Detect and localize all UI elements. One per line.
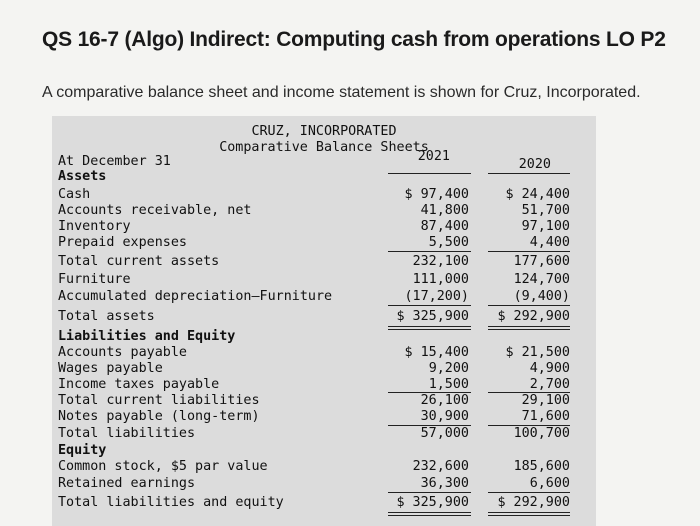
row-label: Notes payable (long-term) bbox=[58, 409, 260, 424]
value-2021: 5,500 bbox=[428, 235, 469, 250]
row-total-current-liabilities bbox=[52, 392, 596, 409]
rule bbox=[488, 492, 570, 493]
col-2021-header: 2021 bbox=[417, 149, 450, 164]
row-label: Assets bbox=[58, 169, 107, 184]
value-2021: 9,200 bbox=[428, 361, 469, 376]
row-total-liabilities bbox=[52, 425, 596, 442]
row-label: Common stock, $5 par value bbox=[58, 459, 268, 474]
double-rule bbox=[488, 326, 570, 327]
value-2021: 232,100 bbox=[412, 254, 469, 269]
row-label: Accounts receivable, net bbox=[58, 203, 252, 218]
row-label: Prepaid expenses bbox=[58, 235, 187, 250]
double-rule bbox=[388, 326, 471, 327]
statement-subtitle: Comparative Balance Sheets bbox=[219, 140, 429, 155]
row-total-assets bbox=[52, 308, 596, 325]
row-label: Total assets bbox=[58, 309, 155, 324]
row-label: Total liabilities bbox=[58, 426, 196, 441]
double-rule bbox=[388, 515, 471, 516]
value-2021: $ 15,400 bbox=[404, 345, 469, 360]
row-accounts-payable bbox=[52, 344, 596, 361]
double-rule bbox=[488, 515, 570, 516]
row-income-taxes-payable bbox=[52, 376, 596, 393]
row-label: Accumulated depreciation—Furniture bbox=[58, 289, 333, 304]
value-2021: 30,900 bbox=[420, 409, 469, 424]
row-label: Wages payable bbox=[58, 361, 163, 376]
row-accumulated-depreciation bbox=[52, 288, 596, 305]
row-prepaid-expenses bbox=[52, 234, 596, 251]
value-2021: (17,200) bbox=[404, 289, 469, 304]
value-2020: 6,600 bbox=[529, 476, 570, 491]
page-title: QS 16-7 (Algo) Indirect: Computing cash from operations LO P2 bbox=[42, 28, 666, 51]
row-label: Inventory bbox=[58, 219, 131, 234]
value-2021: 1,500 bbox=[428, 377, 469, 392]
row-wages-payable bbox=[52, 360, 596, 377]
value-2020: 124,700 bbox=[513, 272, 570, 287]
rule bbox=[388, 492, 471, 493]
row-label: Income taxes payable bbox=[58, 377, 220, 392]
value-2020: $ 24,400 bbox=[505, 187, 570, 202]
col-2020-header: 2020 bbox=[518, 157, 551, 172]
row-label: Cash bbox=[58, 187, 91, 202]
date-label: At December 31 bbox=[58, 154, 171, 169]
value-2021: 36,300 bbox=[420, 476, 469, 491]
balance-sheet-panel bbox=[52, 116, 596, 526]
rule bbox=[488, 305, 570, 306]
value-2020: 71,600 bbox=[521, 409, 570, 424]
value-2020: 2,700 bbox=[529, 377, 570, 392]
company-name: CRUZ, INCORPORATED bbox=[251, 124, 397, 139]
rule bbox=[388, 305, 471, 306]
row-label: Furniture bbox=[58, 272, 131, 287]
value-2020: $ 292,900 bbox=[497, 309, 570, 324]
value-2021: $ 97,400 bbox=[404, 187, 469, 202]
row-cash bbox=[52, 186, 596, 203]
row-label: Retained earnings bbox=[58, 476, 196, 491]
double-rule bbox=[488, 512, 570, 513]
value-2021: $ 325,900 bbox=[396, 309, 469, 324]
value-2021: 232,600 bbox=[412, 459, 469, 474]
section-liabilities-equity bbox=[52, 328, 596, 345]
rule bbox=[488, 251, 570, 252]
value-2020: $ 21,500 bbox=[505, 345, 570, 360]
value-2021: $ 325,900 bbox=[396, 495, 469, 510]
value-2020: 177,600 bbox=[513, 254, 570, 269]
value-2021: 41,800 bbox=[420, 203, 469, 218]
row-accounts-receivable bbox=[52, 202, 596, 219]
row-inventory bbox=[52, 218, 596, 235]
value-2020: 100,700 bbox=[513, 426, 570, 441]
section-equity bbox=[52, 442, 596, 459]
double-rule bbox=[388, 512, 471, 513]
row-common-stock bbox=[52, 458, 596, 475]
rule bbox=[388, 251, 471, 252]
row-notes-payable bbox=[52, 408, 596, 425]
value-2020: 4,900 bbox=[529, 361, 570, 376]
row-total-current-assets bbox=[52, 253, 596, 270]
row-total-liabilities-equity bbox=[52, 494, 596, 511]
value-2020: 4,400 bbox=[529, 235, 570, 250]
row-label: Total current liabilities bbox=[58, 393, 260, 408]
row-label: Accounts payable bbox=[58, 345, 187, 360]
value-2020: 185,600 bbox=[513, 459, 570, 474]
row-label: Equity bbox=[58, 443, 107, 458]
row-label: Total current assets bbox=[58, 254, 220, 269]
value-2020: (9,400) bbox=[513, 289, 570, 304]
row-label: Total liabilities and equity bbox=[58, 495, 284, 510]
intro-text: A comparative balance sheet and income statement is shown for Cruz, Incorporated. bbox=[42, 84, 641, 101]
value-2021: 87,400 bbox=[420, 219, 469, 234]
value-2020: 51,700 bbox=[521, 203, 570, 218]
value-2021: 57,000 bbox=[420, 426, 469, 441]
value-2020: $ 292,900 bbox=[497, 495, 570, 510]
value-2020: 97,100 bbox=[521, 219, 570, 234]
row-label: Liabilities and Equity bbox=[58, 329, 236, 344]
row-retained-earnings bbox=[52, 475, 596, 492]
section-assets bbox=[52, 168, 596, 185]
value-2020: 29,100 bbox=[521, 393, 570, 408]
value-2021: 26,100 bbox=[420, 393, 469, 408]
row-furniture bbox=[52, 271, 596, 288]
value-2021: 111,000 bbox=[412, 272, 469, 287]
